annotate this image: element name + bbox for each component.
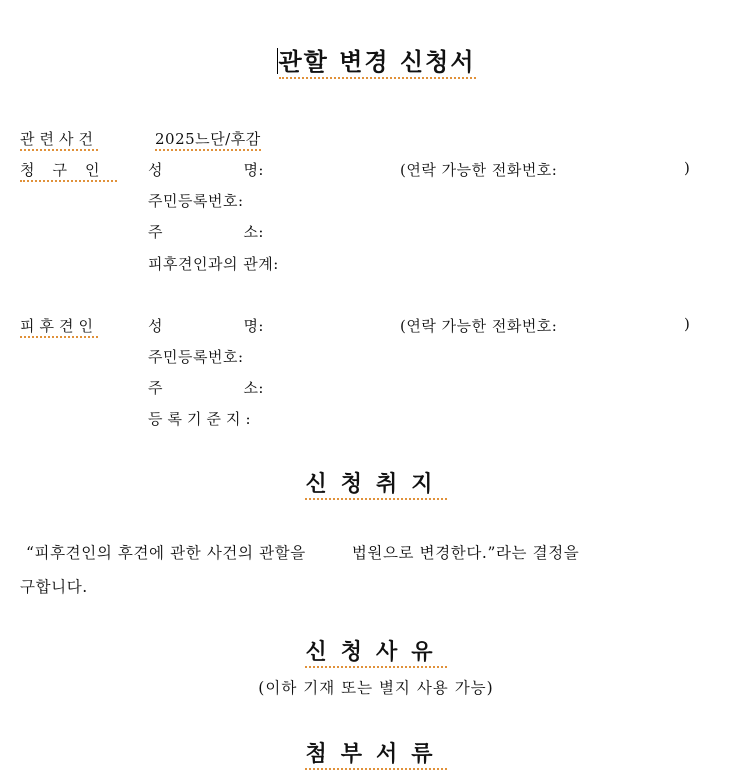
purpose-text-part2: 법원으로 변경한다.”라는 결정을 xyxy=(351,544,580,562)
claimant-rrn-label: 주민등록번호: xyxy=(148,192,244,210)
case-number[interactable] xyxy=(155,128,261,149)
purpose-text-part1: “피후견인의 후견에 관한 사건의 관할을 xyxy=(26,544,306,562)
purpose-text-line1 xyxy=(26,541,579,563)
ward-address-label: 주 소: xyxy=(148,379,264,397)
text-cursor xyxy=(277,48,278,74)
ward-rrn-label: 주민등록번호: xyxy=(148,348,244,366)
claimant-label-text: 청구인 xyxy=(20,161,117,182)
claimant-relation-label: 피후견인과의 관계: xyxy=(148,255,279,273)
case-label-text: 관련사건 xyxy=(20,130,98,151)
attachments-heading-text: 첨부서류 xyxy=(305,741,446,770)
claimant-label xyxy=(20,159,117,180)
reason-note: (이하 기재 또는 별지 사용 가능) xyxy=(258,679,494,697)
ward-phone-close: ) xyxy=(684,315,691,333)
case-number-text: 2025느단/후감 xyxy=(155,130,261,151)
purpose-heading xyxy=(0,467,752,498)
claimant-phone-close: ) xyxy=(684,159,691,177)
ward-registry-label: 등록기준지: xyxy=(148,410,256,428)
document-title xyxy=(0,42,752,77)
claimant-address-label: 주 소: xyxy=(148,223,264,241)
ward-label xyxy=(20,315,98,336)
claimant-phone-label: (연락 가능한 전화번호: xyxy=(400,161,558,179)
ward-label-text: 피후견인 xyxy=(20,317,98,338)
ward-phone-label: (연락 가능한 전화번호: xyxy=(400,317,558,335)
ward-name-label: 성 명: xyxy=(148,317,264,335)
purpose-text-line2: 구합니다. xyxy=(20,578,88,596)
claimant-name-label: 성 명: xyxy=(148,161,264,179)
reason-heading xyxy=(0,635,752,666)
reason-heading-text: 신청사유 xyxy=(305,639,446,668)
document-title-text: 관할 변경 신청서 xyxy=(279,47,476,79)
case-label xyxy=(20,128,98,149)
attachments-heading xyxy=(0,737,752,768)
purpose-heading-text: 신청취지 xyxy=(305,471,446,500)
